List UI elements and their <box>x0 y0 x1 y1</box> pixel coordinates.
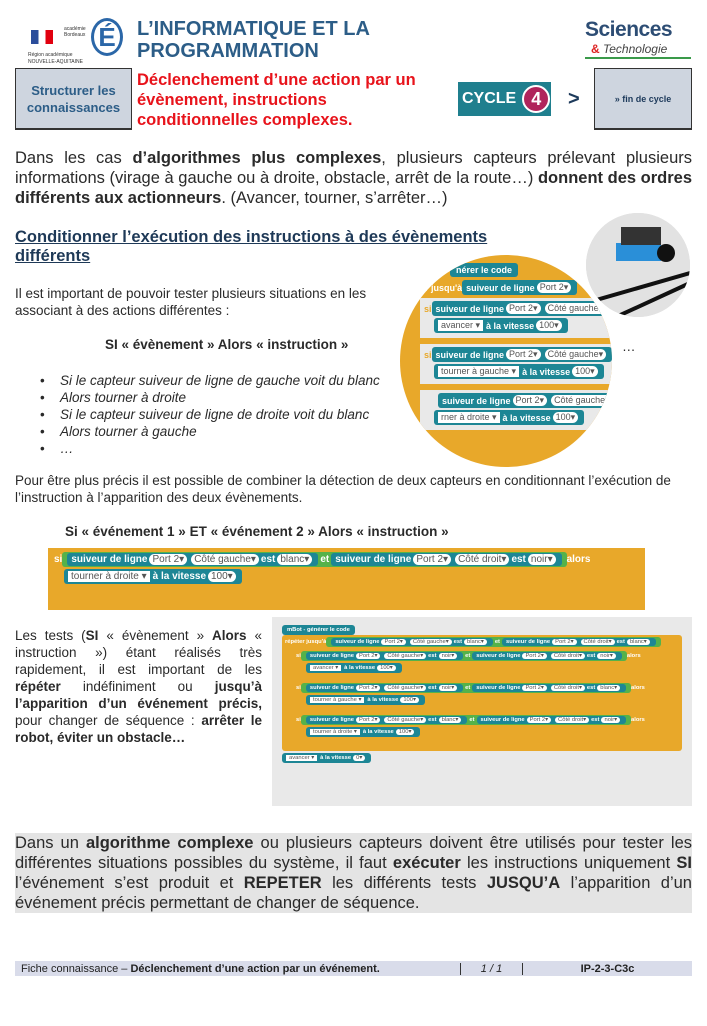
list-item: • Alors tourner à droite <box>40 389 380 406</box>
list-item: • Alors tourner à gauche <box>40 423 380 440</box>
conclusion-paragraph: Dans un algorithme complexe ou plusieurs capteurs doivent être utilisés pour tester les différentes situations possibles du système, il faut exécuter les instructions uniquement SI l’événement s’est produit et REPETER les différents tests JUSQU’A l’apparition d’un événement précis permettant de changer de séquence. <box>15 834 692 912</box>
level-box: » fin de cycle <box>594 68 692 130</box>
code-zoom-image: nérer le code er jusqu'à suiveur de ligne Port 2▾ si suiveur de ligne Port 2▾ Côté gauche▾ avancer ▾ à la vitesse 100▾ si suiveur de ligne Port 2▾ Côté gauche▾ tourner à gauche ▾ à la vitesse 100▾ suiveur de ligne Port 2▾ Côté gauche▾ rner à droite ▾ à la vitesse 100▾ <box>400 255 612 467</box>
ellipsis: … <box>622 339 636 354</box>
region-line1: Région académique <box>28 52 73 58</box>
footer: Fiche connaissance – Déclenchement d’une action par un événement. 1 / 1 IP-2-3-C3c <box>15 961 692 976</box>
academy-logo <box>28 16 128 68</box>
combined-condition-code-image: si suiveur de ligne Port 2▾ Côté gauche▾ est blanc▾ et suiveur de ligne Port 2▾ Côté droit▾ est noir▾ alors tourner à droite ▾ à la vitesse 100▾ <box>48 548 645 610</box>
french-flag-icon <box>31 30 53 44</box>
region-line2: NOUVELLE-AQUITAINE <box>28 59 83 65</box>
sciences-technologie-logo: Sciences & Technologie <box>585 18 691 62</box>
repeat-code-image: mBot - générer le code répéter jusqu'à suiveur de ligne Port 2▾ Côté gauche▾ est blanc▾ et suiveur de ligne Port 2▾ Côté droit▾ est blanc▾ si suiveur de ligne Port 2▾ Côté gauche▾ est noir▾ et suiveur de ligne Port 2▾ Côté droit▾ est noir▾ alors avancer ▾ à la vitesse 100▾ si suiveur de ligne Port 2▾ Côté gauche▾ est noir▾ et suiveur de ligne Port 2▾ Côté droit▾ est blanc▾ alors tourner à gauche ▾ à la vitesse 100▾ si suiveur de ligne Port 2▾ Côté gauche▾ est blanc▾ et suiveur de ligne Port 2▾ Côté droit▾ est noir▾ alors tourner à droite ▾ à la vitesse 100▾ avancer ▾ à la vitesse 0▾ <box>272 617 692 806</box>
academy-name: académie Bordeaux <box>64 26 86 38</box>
intro-paragraph: Dans les cas d’algorithmes plus complexes, plusieurs capteurs prélevant plusieurs informations (virage à gauche ou à droite, obstacle, arrêt de la route…) donnent des ordres différents aux actionneurs. (Avancer, tourner, s’arrêter…) <box>15 149 692 207</box>
if-block: si suiveur de ligne Port 2▾ Côté gauche▾ est noir▾ et suiveur de ligne Port 2▾ Côté droit▾ est blanc▾ alors tourner à gauche ▾ à la vitesse 100▾ <box>293 681 679 711</box>
arrow-icon: > <box>568 88 580 110</box>
subtitle: Déclenchement d’une action par un évènement, instructions conditionnelles complexes. <box>137 71 416 129</box>
important-paragraph: Il est important de pouvoir tester plusieurs situations en les associant à des actions différentes : <box>15 286 367 318</box>
tests-paragraph: Les tests (SI « évènement » Alors « instruction ») étant réalisés très rapidement, il est important de les répéter indéfiniment ou jusqu’à l’apparition d’un événement précis, pour changer de séquence : arrêter le robot, éviter un obstacle… <box>15 628 263 745</box>
page-number: 1 / 1 <box>461 963 523 975</box>
robot-photo <box>586 213 690 317</box>
list-item: • Si le capteur suiveur de ligne de droite voit du blanc <box>40 406 380 423</box>
list-item: • Si le capteur suiveur de ligne de gauche voit du blanc <box>40 372 380 389</box>
condition-list <box>40 372 380 457</box>
category-box: Structurer les connaissances <box>15 68 132 130</box>
document-code: IP-2-3-C3c <box>580 962 635 975</box>
if-block: si suiveur de ligne Port 2▾ Côté gauche▾ est blanc▾ et suiveur de ligne Port 2▾ Côté droit▾ est noir▾ alors tourner à droite ▾ à la vitesse 100▾ <box>293 713 679 743</box>
si-alors-line: SI « évènement » Alors « instruction » <box>105 337 349 352</box>
page-title: L’INFORMATIQUE ET LA PROGRAMMATION <box>137 18 370 62</box>
if-block: si suiveur de ligne Port 2▾ Côté gauche▾ est noir▾ et suiveur de ligne Port 2▾ Côté droit▾ est noir▾ alors avancer ▾ à la vitesse 100▾ <box>293 649 679 679</box>
cycle-badge: CYCLE 4 <box>458 82 551 116</box>
si-et-alors-line: Si « événement 1 » ET « événement 2 » Alors « instruction » <box>65 524 449 539</box>
section-heading: Conditionner l’exécution des instructions à des évènements différents <box>15 228 488 265</box>
academy-e-icon: É <box>91 18 123 56</box>
list-item: • … <box>40 440 380 457</box>
precise-paragraph: Pour être plus précis il est possible de combiner la détection de deux capteurs en conditionnant l’exécution de l’instruction à l’apparition des deux évènements. <box>15 473 671 505</box>
